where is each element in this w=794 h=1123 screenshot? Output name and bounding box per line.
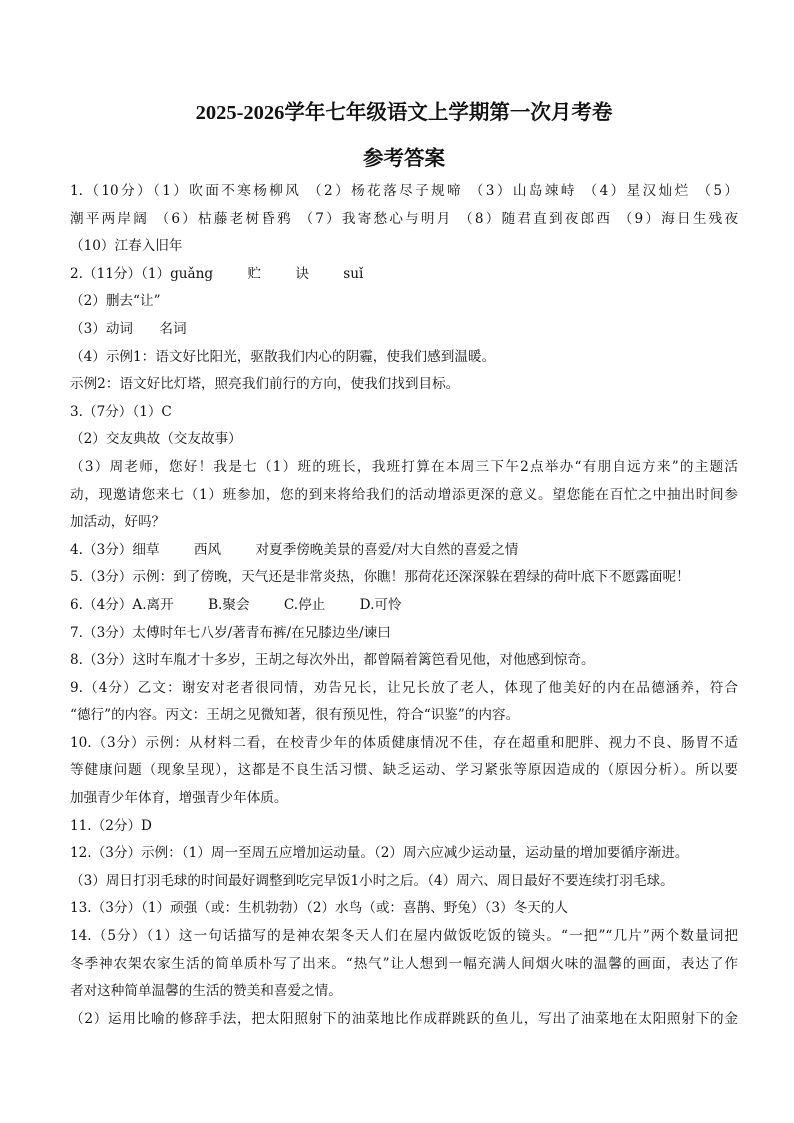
q2-line-4: （4）示例1：语文好比阳光，驱散我们内心的阴霾，使我们感到温暖。	[70, 348, 496, 365]
q8-line: 8.（3分）这时车胤才十多岁，王胡之每次外出，都曾隔着篱笆看见他，对他感到惊奇。	[70, 652, 595, 669]
q2-line-3	[70, 316, 738, 344]
q14-line-4: （2）运用比喻的修辞手法，把太阳照射下的油菜地比作成群跳跃的鱼儿，写出了油菜地在太阳照射下的金	[70, 1010, 738, 1027]
q9-line-1: 9.（4分）乙文：谢安对老者很同情，劝告兄长，让兄长放了老人，体现了他美好的内在品德涵养，符合	[70, 679, 738, 696]
q1-part: （7）我寄愁心与明月	[299, 210, 453, 227]
q3-line-2: （2）交友典故（交友故事）	[70, 431, 242, 448]
q4-part: 西风	[193, 541, 222, 558]
q7-line: 7.（3分）太傅时年七八岁/著青布裤/在兄膝边坐/谏曰	[70, 624, 391, 641]
q2-line-2: （2）删去“让”	[70, 293, 161, 310]
q14-line-1: 14.（5分）（1）这一句话描写的是神农架冬天人们在屋内做饭吃饭的镜头。“一把”“几片”两个数量词把	[70, 928, 738, 945]
q3-line-3: （3）周老师，您好！我是七（1）班的班长，我班打算在本周三下午2点举办“有朋自远方来”的主题活	[70, 458, 738, 475]
q12-line-1: 12.（3分）示例：（1）周一至周五应增加运动量。（2）周六应减少运动量，运动量的增加要循序渐进。	[70, 845, 689, 862]
q2-line-1	[70, 261, 738, 289]
q1-line-3: （10）江春入旧年	[70, 238, 183, 255]
q13-line: 13.（3分）（1）顽强（或：生机勃勃）（2）水鸟（或：喜鹊、野兔）（3）冬天的人	[70, 900, 568, 917]
q3-line-5: 加活动，好吗？	[70, 514, 166, 531]
q2-part: 2.（11分）（1）guǎng	[70, 265, 214, 282]
q3-line-1: 3.（7分）（1）C	[70, 403, 172, 420]
q1-part: （6）枯藤老树昏鸦	[155, 210, 293, 227]
q2-part: 诀	[295, 265, 309, 282]
q4-line	[70, 537, 738, 565]
q6-line	[70, 592, 738, 620]
q5-line: 5.（3分）示例：到了傍晚，天气还是非常炎热，你瞧！那荷花还深深躲在碧绿的荷叶底下不愿露面呢！	[70, 569, 690, 586]
q1-part: 潮平两岸阔	[70, 210, 150, 227]
q14-line-3: 者对这种简单温馨的生活的赞美和喜爱之情。	[70, 983, 342, 1000]
q1-part: 1.（10分）（1）吹面不寒杨柳风	[70, 183, 302, 199]
q2-line-5: 示例2：语文好比灯塔，照亮我们前行的方向，使我们找到目标。	[70, 376, 460, 393]
q4-part: 4.（3分）细草	[70, 541, 160, 558]
q12-line-2: （3）周日打羽毛球的时间最好调整到吃完早饭1小时之后。（4）周六、周日最好不要连续打羽毛球。	[70, 872, 674, 889]
q1-line-2	[70, 206, 738, 234]
q2-part: 贮	[247, 265, 262, 282]
q1-line-1	[70, 178, 738, 206]
q1-part: （9）海日生残夜	[618, 210, 739, 227]
q10-line-1: 10.（3分）示例：从材料二看，在校青少年的体质健康情况不佳，存在超重和肥胖、视力不良、肠胃不适	[70, 734, 738, 751]
q1-part: （4）星汉灿烂	[583, 183, 691, 199]
q1-part: （3）山岛竦峙	[469, 183, 577, 199]
q6-part: 6.（4分）A.离开	[70, 596, 174, 613]
q1-part: （2）杨花落尽子规啼	[308, 183, 464, 199]
page-title: 2025-2026学年七年级语文上学期第一次月考卷	[195, 102, 613, 124]
q6-part: B.聚会	[208, 596, 250, 613]
q2-part: （3）动词	[70, 320, 134, 337]
q6-part: D.可怜	[359, 596, 402, 613]
q4-part: 对夏季傍晚美景的喜爱/对大自然的喜爱之情	[255, 541, 519, 558]
q11-line: 11.（2分）D	[70, 817, 152, 834]
q1-part: （5）	[697, 183, 739, 199]
q14-line-2: 冬季神农架农家生活的简单质朴写了出来。“热气”让人想到一幅充满人间烟火味的温馨的画面，表达了作	[70, 955, 738, 972]
q10-line-2: 等健康问题（现象呈现），这都是不良生活习惯、缺乏运动、学习紧张等原因造成的（原因分析）。所以要	[70, 762, 738, 779]
q3-line-4: 动，现邀请您来七（1）班参加，您的到来将给我们的活动增添更深的意义。望您能在百忙之中抽出时间参	[70, 486, 738, 503]
q2-part: suǐ	[343, 265, 364, 282]
q2-part: 名词	[159, 320, 187, 337]
q9-line-2: “德行”的内容。丙文：王胡之见微知著，很有预见性，符合“识鉴”的内容。	[70, 707, 520, 724]
q10-line-3: 加强青少年体育，增强青少年体质。	[70, 790, 288, 807]
q6-part: C.停止	[283, 596, 326, 613]
page-subtitle: 参考答案	[363, 146, 445, 170]
q1-part: （8）随君直到夜郎西	[459, 210, 613, 227]
